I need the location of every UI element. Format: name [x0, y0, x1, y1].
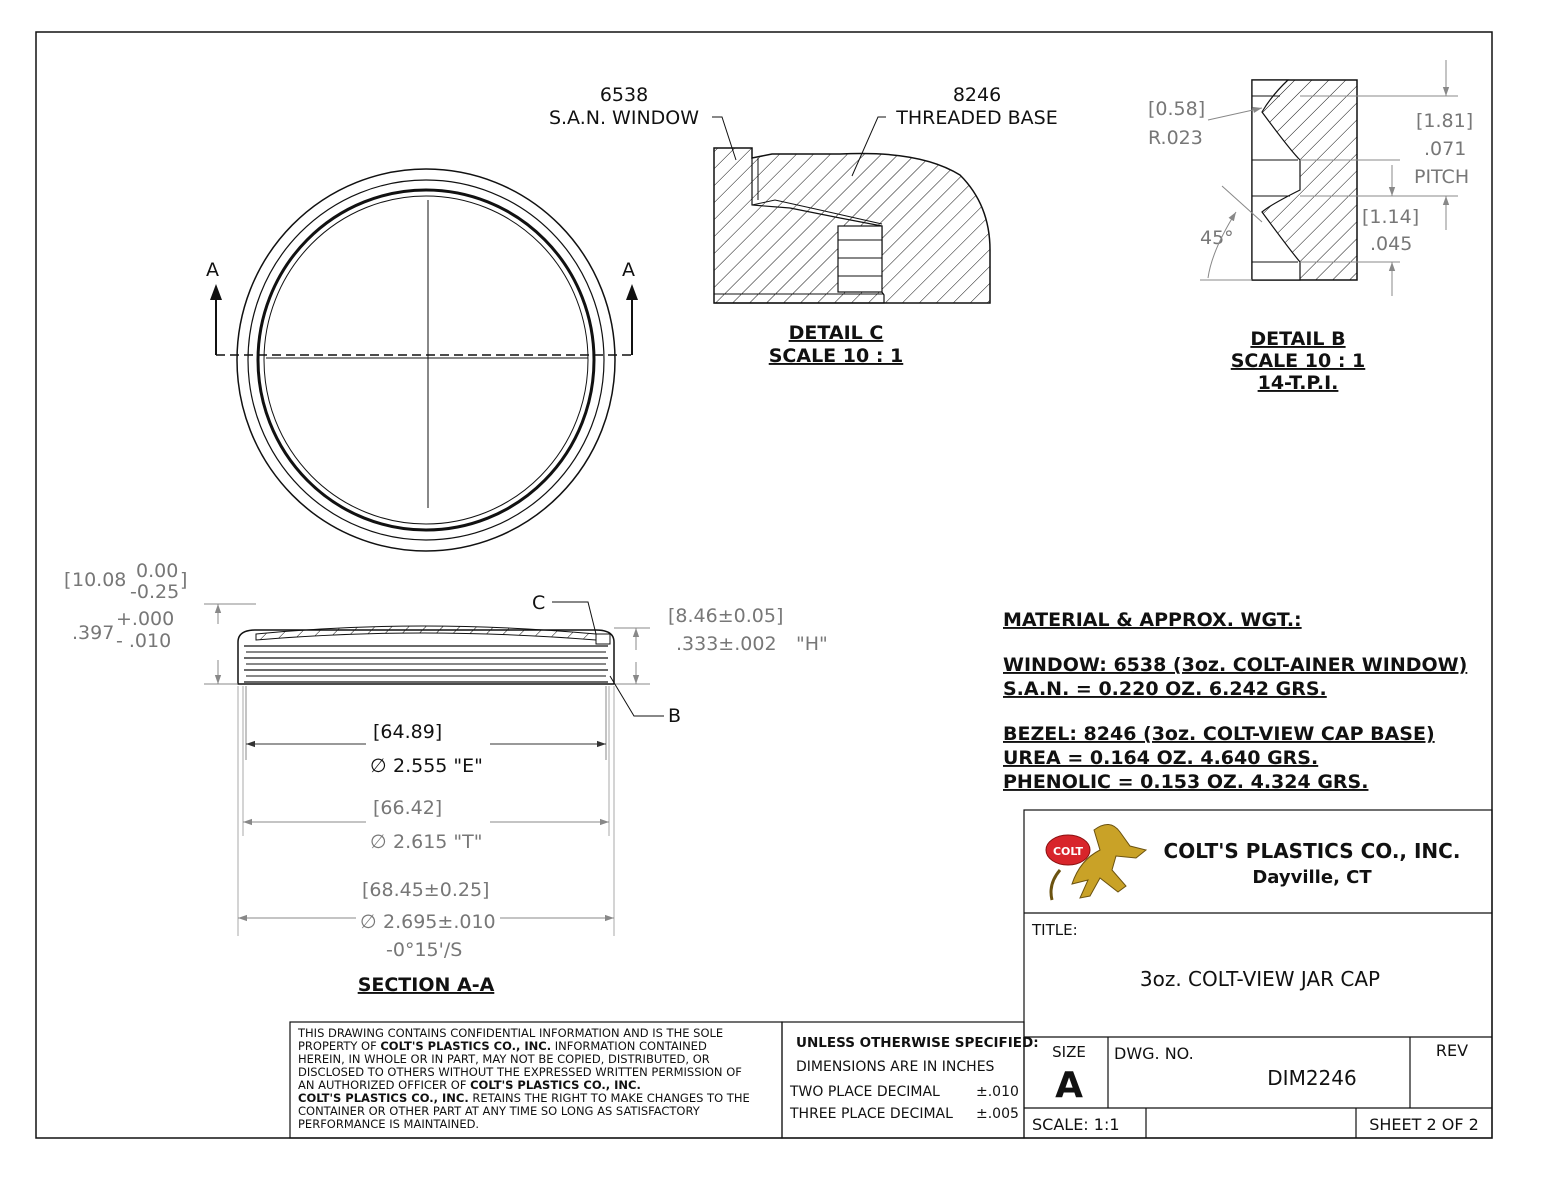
- material-heading: MATERIAL & APPROX. WGT.:: [1003, 609, 1302, 631]
- t-in: 2.615 "T": [393, 831, 483, 853]
- notice-line2-pre: PROPERTY OF: [298, 1039, 381, 1053]
- detail-b-angle: 45°: [1200, 227, 1234, 249]
- detail-b-radius-mm: [0.58]: [1148, 98, 1206, 120]
- detail-b-scale: SCALE 10 : 1: [1230, 350, 1366, 372]
- detail-b-pitch-in: .071: [1424, 138, 1467, 160]
- notice-line2-bold: COLT'S PLASTICS CO., INC.: [380, 1039, 552, 1053]
- callout-c: C: [532, 592, 546, 614]
- confidential-notice: [290, 1022, 782, 1138]
- detail-b-depth-mm: [1.14]: [1362, 206, 1420, 228]
- company-location: Dayville, CT: [1252, 867, 1372, 888]
- size-value: A: [1055, 1065, 1083, 1106]
- svg-text:]: ]: [180, 569, 188, 591]
- dwg-label: DWG. NO.: [1114, 1044, 1194, 1063]
- notice-line1: THIS DRAWING CONTAINS CONFIDENTIAL INFORMATION AND IS THE SOLE: [298, 1026, 724, 1040]
- notice-line3: HEREIN, IN WHOLE OR IN PART, MAY NOT BE COPIED, DISTRIBUTED, OR: [298, 1052, 710, 1066]
- detail-c-base-num: 8246: [952, 84, 1002, 106]
- height-in-nom: .397: [72, 622, 115, 644]
- notice-line5-pre: AN AUTHORIZED OFFICER OF: [298, 1078, 471, 1092]
- svg-text:[: [: [64, 569, 72, 591]
- svg-text:AN AUTHORIZED OFFICER OF COLT': [298, 1078, 641, 1092]
- company-name: COLT'S PLASTICS CO., INC.: [1163, 839, 1461, 863]
- height-mm-nom: 10.08: [72, 569, 127, 591]
- notice-line2-post: INFORMATION CONTAINED: [551, 1039, 707, 1053]
- material-san: S.A.N. = 0.220 OZ. 6.242 GRS.: [1003, 678, 1327, 700]
- detail-c-title: DETAIL C: [788, 322, 884, 344]
- detail-b-radius-in: R.023: [1148, 127, 1203, 149]
- height-in-plus: +.000: [116, 608, 175, 630]
- detail-b-pitch-label: PITCH: [1414, 166, 1470, 188]
- section-marker-left: A: [206, 259, 219, 281]
- section-marker-right: A: [622, 259, 635, 281]
- drawing-title: 3oz. COLT-VIEW JAR CAP: [1139, 967, 1381, 991]
- e-diam-symbol: ∅: [370, 755, 387, 777]
- material-urea: UREA = 0.164 OZ. 4.640 GRS.: [1003, 747, 1319, 769]
- detail-c: [549, 84, 1058, 367]
- od-mm: [68.45±0.25]: [362, 879, 490, 901]
- notice-line6-bold: COLT'S PLASTICS CO., INC.: [298, 1091, 469, 1105]
- tolerance-block: [782, 1022, 1039, 1138]
- callout-b: B: [668, 705, 682, 727]
- height-mm-minus: -0.25: [130, 581, 180, 603]
- tolerance-units: DIMENSIONS ARE IN INCHES: [796, 1059, 995, 1075]
- tolerance-two-value: ±.010: [976, 1084, 1019, 1100]
- detail-b-depth-in: .045: [1370, 233, 1413, 255]
- svg-text:COLT'S PLASTICS CO., INC. RETA: [298, 1091, 750, 1105]
- tolerance-two-label: TWO PLACE DECIMAL: [790, 1084, 940, 1100]
- tolerance-three-label: THREE PLACE DECIMAL: [790, 1106, 953, 1122]
- h-in: .333±.002: [676, 633, 777, 655]
- od-diam-symbol: ∅: [360, 911, 377, 933]
- od-in: 2.695±.010: [383, 911, 496, 933]
- material-phenolic: PHENOLIC = 0.153 OZ. 4.324 GRS.: [1003, 771, 1369, 793]
- notice-line6-post: RETAINS THE RIGHT TO MAKE CHANGES TO THE: [468, 1091, 750, 1105]
- detail-b-pitch-mm: [1.81]: [1416, 110, 1474, 132]
- title-block: [1024, 810, 1492, 1138]
- logo-text: COLT: [1052, 845, 1084, 858]
- notice-line7: CONTAINER OR OTHER PART AT ANY TIME SO LONG AS SATISFACTORY: [298, 1104, 700, 1118]
- detail-c-scale: SCALE 10 : 1: [768, 345, 904, 367]
- sheet-label: SHEET 2 OF 2: [1369, 1115, 1479, 1134]
- notice-line4: DISCLOSED TO OTHERS WITHOUT THE EXPRESSED WRITTEN PERMISSION OF: [298, 1065, 742, 1079]
- title-label: TITLE:: [1032, 921, 1078, 939]
- detail-c-window-num: 6538: [599, 84, 649, 106]
- dwg-number: DIM2246: [1267, 1066, 1357, 1090]
- e-in: 2.555 "E": [393, 755, 483, 777]
- material-window: WINDOW: 6538 (3oz. COLT-AINER WINDOW): [1003, 654, 1468, 676]
- height-mm-plus: 0.00: [136, 560, 179, 582]
- material-notes: [1003, 609, 1467, 793]
- detail-c-window-text: S.A.N. WINDOW: [548, 107, 700, 129]
- section-aa-title: SECTION A-A: [357, 974, 495, 996]
- h-label: "H": [796, 633, 828, 655]
- e-mm: [64.89]: [373, 721, 443, 743]
- detail-b-title: DETAIL B: [1250, 328, 1346, 350]
- od-draft: -0°15'/S: [386, 939, 463, 961]
- height-in-minus: - .010: [116, 630, 172, 652]
- notice-line8: PERFORMANCE IS MAINTAINED.: [298, 1117, 480, 1131]
- size-label: SIZE: [1052, 1043, 1086, 1061]
- top-view: [206, 169, 638, 551]
- section-aa: [64, 560, 828, 996]
- material-bezel: BEZEL: 8246 (3oz. COLT-VIEW CAP BASE): [1003, 723, 1435, 745]
- svg-text:PROPERTY OF COLT'S PLASTICS CO: [298, 1039, 707, 1053]
- detail-b: [1148, 60, 1473, 394]
- notice-line5-bold: COLT'S PLASTICS CO., INC.: [470, 1078, 641, 1092]
- tolerance-heading: UNLESS OTHERWISE SPECIFIED:: [796, 1035, 1039, 1051]
- t-diam-symbol: ∅: [370, 831, 387, 853]
- detail-b-tpi: 14-T.P.I.: [1257, 372, 1339, 394]
- detail-c-base-text: THREADED BASE: [896, 107, 1058, 129]
- rev-label: REV: [1435, 1041, 1469, 1060]
- tolerance-three-value: ±.005: [976, 1106, 1019, 1122]
- h-mm: [8.46±0.05]: [668, 605, 784, 627]
- t-mm: [66.42]: [373, 797, 443, 819]
- company-logo: [1046, 824, 1146, 900]
- scale-label: SCALE: 1:1: [1032, 1115, 1120, 1134]
